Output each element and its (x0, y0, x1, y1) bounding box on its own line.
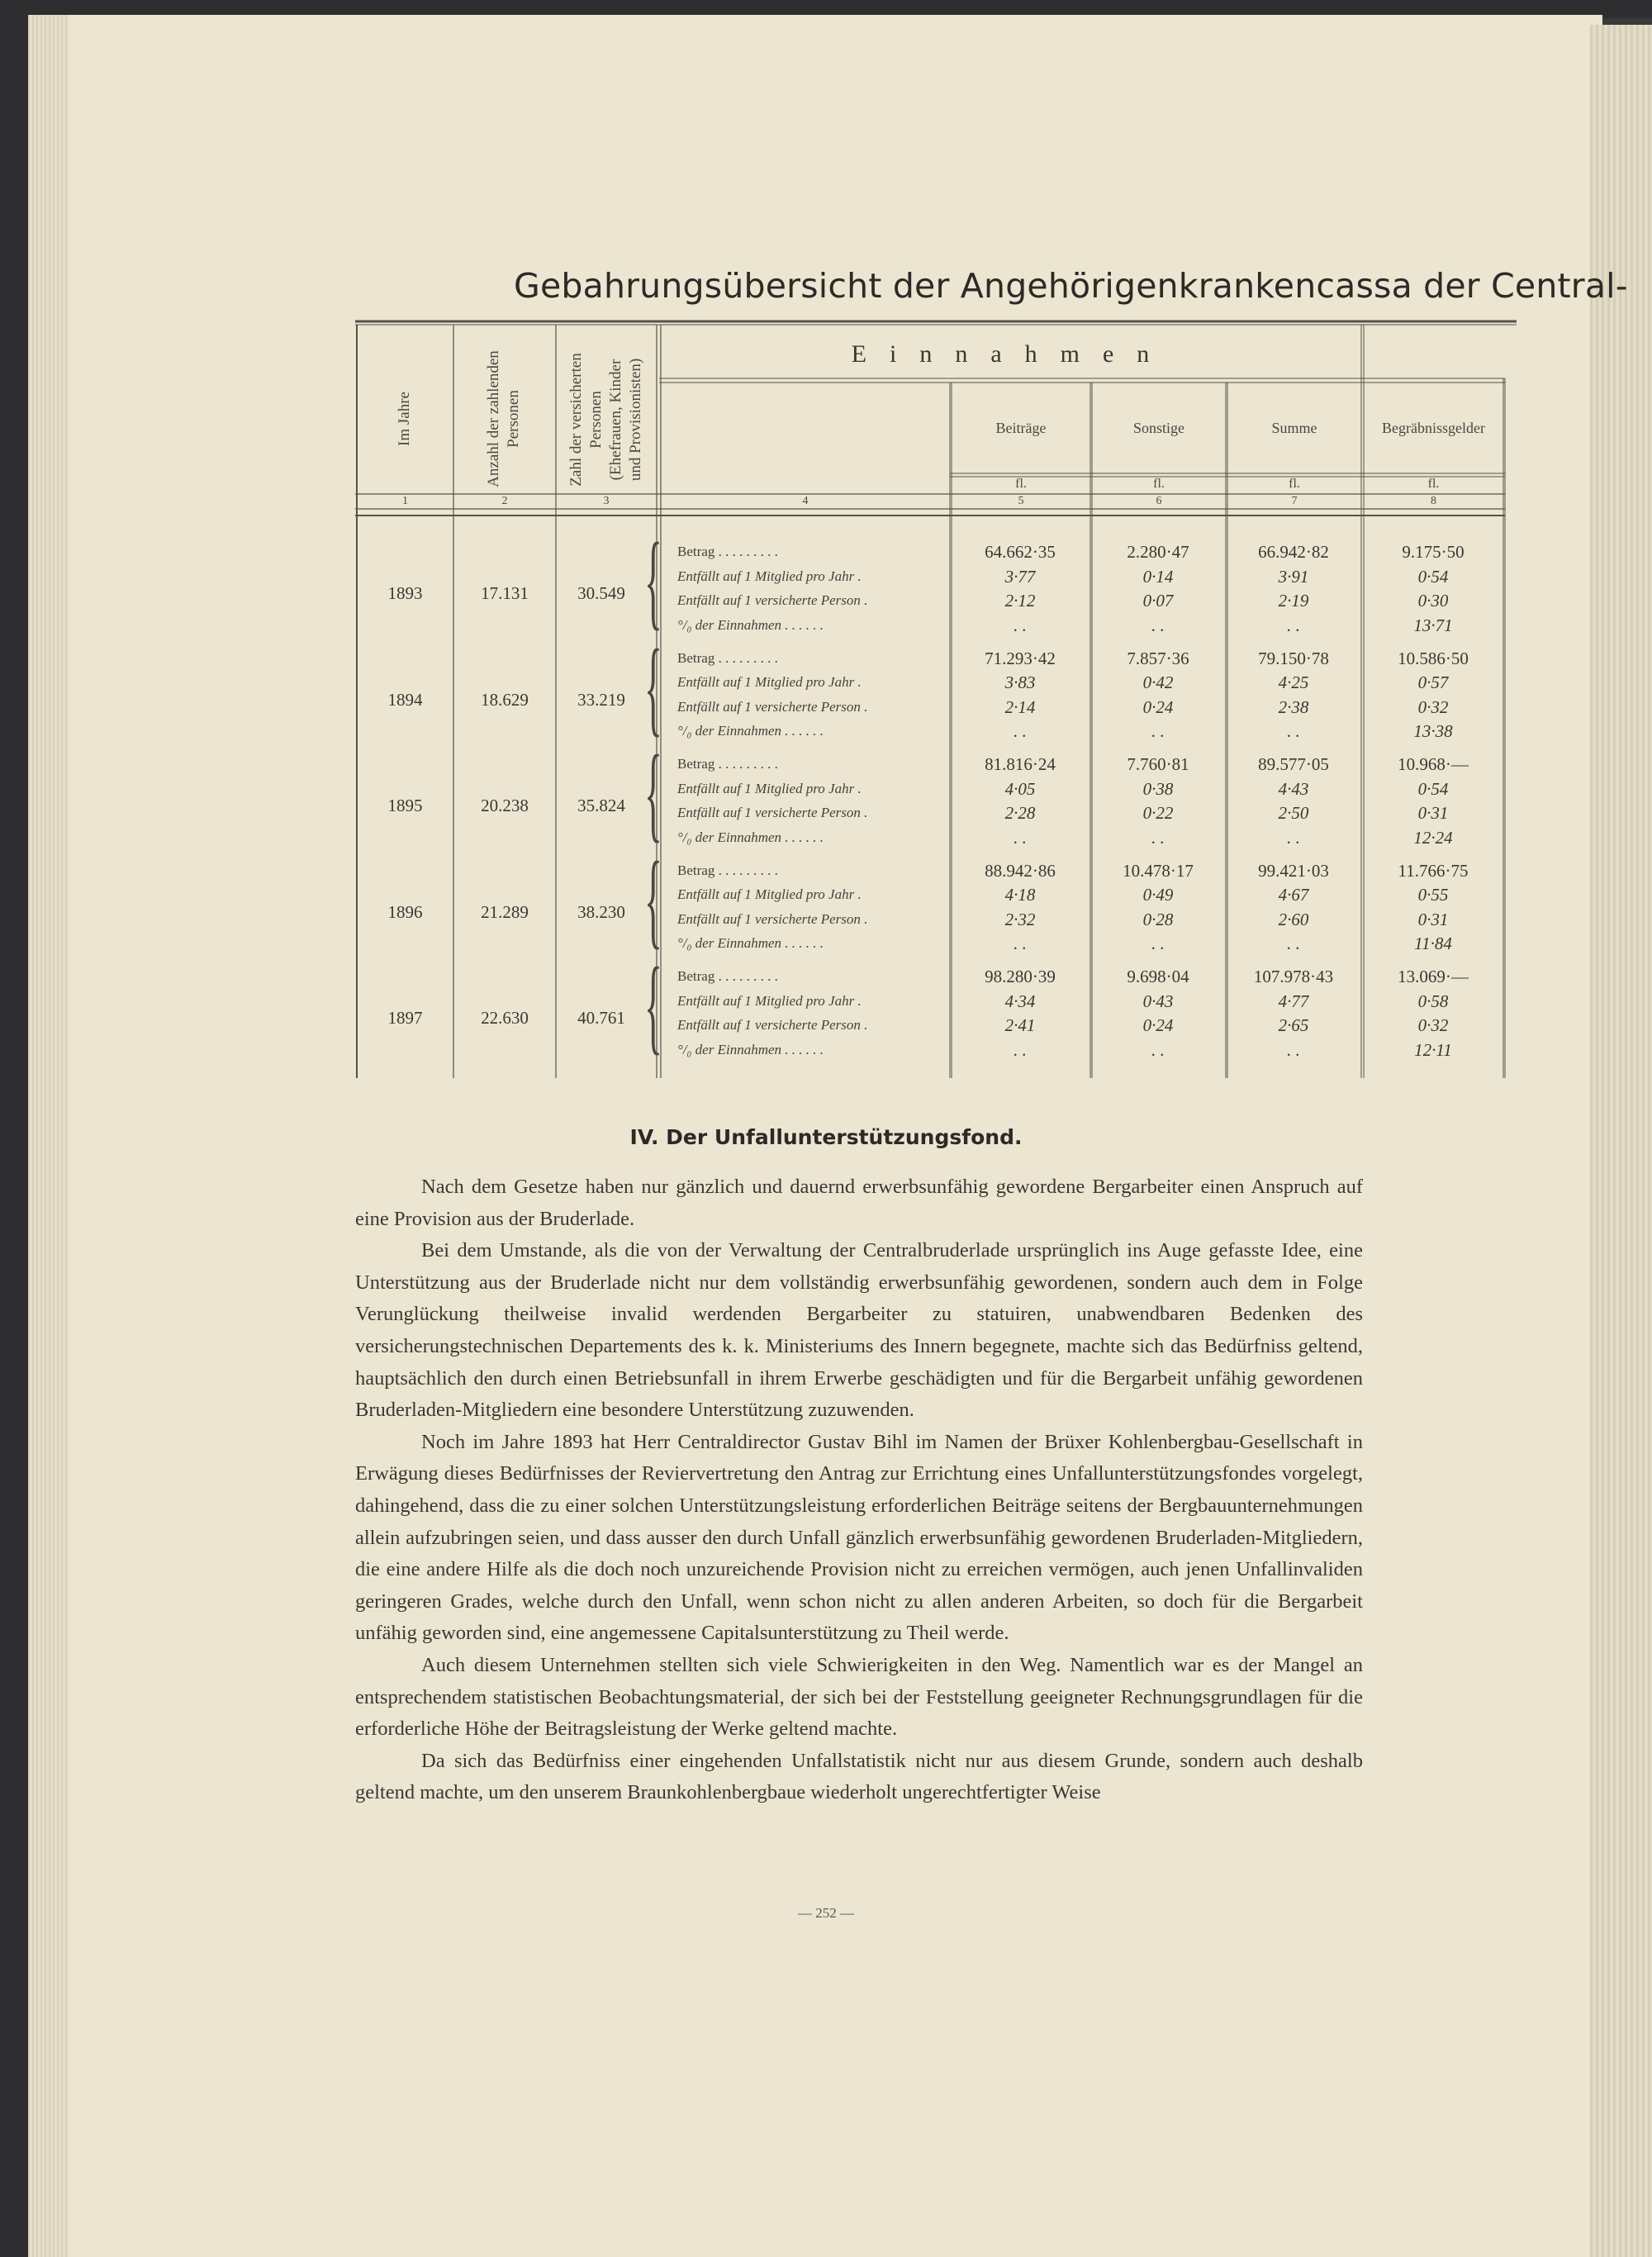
value-summe: 66.942·82 (1258, 542, 1329, 562)
insured-cell: 40.761 (577, 1008, 625, 1028)
col-number-1: 1 (402, 495, 408, 507)
value-begraebnis: 0·31 (1417, 909, 1449, 929)
value-beitraege: . . (1014, 1039, 1027, 1060)
value-beitraege: 71.293·42 (985, 648, 1056, 668)
row-brace: { (644, 521, 662, 640)
row-label-prozent: °/₀ der Einnahmen . . . . . . (677, 616, 824, 633)
value-begraebnis: 0·57 (1417, 672, 1449, 692)
value-beitraege: . . (1014, 721, 1027, 741)
unit-summe: fl. (1289, 477, 1300, 491)
value-begraebnis: 0·58 (1417, 991, 1449, 1011)
value-sonstige: 0·14 (1142, 566, 1174, 587)
value-beitraege: 64.662·35 (985, 542, 1056, 562)
value-begraebnis: 10.586·50 (1398, 648, 1469, 668)
insured-cell: 33.219 (577, 689, 625, 710)
row-label-prozent: °/₀ der Einnahmen . . . . . . (677, 935, 824, 951)
page-number: — 252 — (798, 1905, 854, 1921)
value-beitraege: 2·41 (1004, 1015, 1036, 1035)
value-summe: 4·67 (1278, 885, 1309, 905)
header-year: Im Jahre (396, 392, 413, 446)
value-summe: 2·19 (1278, 591, 1309, 611)
value-summe: 4·77 (1278, 991, 1309, 1011)
row-brace: { (644, 734, 662, 853)
value-summe: 2·65 (1278, 1015, 1309, 1035)
header-insured-line1: Zahl der versicherten (567, 353, 585, 487)
value-begraebnis: 0·31 (1417, 803, 1449, 823)
value-summe: . . (1287, 721, 1300, 741)
value-summe: 3·91 (1278, 566, 1309, 587)
paragraph-5: Da sich das Bedürfniss einer eingehenden Unfallstatistik nicht nur aus diesem Grunde, sondern auch deshalb geltend machte, um den unserem Braunkohlenbergbaue wiederholt ungerechtfertigter Weise (355, 1749, 1363, 1804)
value-beitraege: 4·05 (1004, 778, 1036, 799)
value-beitraege: . . (1014, 934, 1027, 953)
row-label-mitglied: Entfällt auf 1 Mitglied pro Jahr . (677, 674, 862, 690)
insured-cell: 30.549 (577, 583, 625, 603)
value-beitraege: 2·12 (1004, 591, 1036, 611)
row-label-mitglied: Entfällt auf 1 Mitglied pro Jahr . (677, 886, 862, 902)
value-beitraege: 81.816·24 (985, 754, 1056, 774)
value-begraebnis: 13·71 (1413, 615, 1453, 635)
header-beitraege: Beiträge (995, 420, 1047, 436)
header-insured-line2: Personen (587, 391, 605, 449)
value-summe: 99.421·03 (1258, 860, 1329, 881)
value-summe: . . (1287, 1039, 1300, 1060)
value-summe: 2·50 (1278, 803, 1309, 823)
year-cell: 1897 (387, 1008, 423, 1028)
value-beitraege: 3·83 (1004, 672, 1036, 692)
row-brace: { (644, 627, 662, 747)
value-begraebnis: 10.968·— (1398, 754, 1469, 774)
header-einnahmen: Einnahmen (851, 340, 1173, 368)
header-insured-line3: (Ehefrauen, Kinder (607, 359, 624, 481)
row-label-person: Entfällt auf 1 versicherte Person . (677, 592, 868, 608)
value-beitraege: 2·14 (1004, 696, 1036, 717)
header-members (484, 336, 524, 501)
value-summe: 89.577·05 (1258, 754, 1329, 774)
value-beitraege: 4·34 (1004, 991, 1036, 1011)
value-beitraege: 88.942·86 (985, 860, 1056, 881)
header-members-line2: Personen (505, 390, 522, 448)
row-label-prozent: °/₀ der Einnahmen . . . . . . (677, 829, 824, 845)
header-summe: Summe (1271, 420, 1317, 436)
row-brace: { (644, 946, 662, 1065)
value-sonstige: 0·24 (1142, 1015, 1174, 1035)
row-label-person: Entfällt auf 1 versicherte Person . (677, 805, 868, 820)
row-label-prozent: °/₀ der Einnahmen . . . . . . (677, 1041, 824, 1057)
value-summe: . . (1287, 615, 1300, 635)
value-sonstige: 0·38 (1142, 778, 1174, 799)
year-cell: 1896 (387, 901, 423, 922)
value-begraebnis: 0·54 (1417, 778, 1449, 799)
row-brace: { (644, 839, 662, 959)
value-summe: 4·25 (1278, 672, 1309, 692)
value-begraebnis: 9.175·50 (1402, 542, 1464, 562)
value-sonstige: . . (1151, 1039, 1165, 1060)
insured-cell: 38.230 (577, 901, 625, 922)
value-begraebnis: 0·32 (1417, 1015, 1449, 1035)
value-beitraege: . . (1014, 827, 1027, 848)
col-number-4: 4 (802, 495, 809, 507)
value-beitraege: 2·28 (1004, 803, 1036, 823)
paragraph-4: Auch diesem Unternehmen stellten sich viele Schwierigkeiten in den Weg. Namentlich war es der Mangel an entsprechendem statistischen Beobachtungsmaterial, der sich bei der Feststellung geeigneter Rechnungsgrundlagen für die erforderliche Höhe der Beitragsleistung der Werke geltend machte. (355, 1653, 1363, 1741)
value-begraebnis: 13·38 (1413, 721, 1453, 741)
year-cell: 1893 (387, 583, 423, 603)
row-label-betrag: Betrag . . . . . . . . . (677, 649, 778, 666)
value-begraebnis: 0·30 (1417, 591, 1449, 611)
section-heading: IV. Der Unfallunterstützungsfond. (629, 1125, 1023, 1149)
body-text (355, 1171, 1363, 1809)
col-number-7: 7 (1291, 495, 1298, 507)
value-sonstige: 0·22 (1142, 803, 1174, 823)
value-sonstige: 7.760·81 (1127, 754, 1189, 774)
paragraph-1: Nach dem Gesetze haben nur gänzlich und dauernd erwerbsunfähig gewordene Bergarbeiter einen Anspruch auf eine Provision aus der Bruderlade. (355, 1176, 1363, 1230)
members-cell: 22.630 (481, 1008, 529, 1028)
year-cell: 1894 (387, 689, 423, 710)
value-beitraege: 3·77 (1004, 566, 1036, 587)
col-number-2: 2 (501, 495, 508, 507)
value-beitraege: 4·18 (1004, 885, 1036, 905)
value-begraebnis: 0·54 (1417, 566, 1449, 587)
row-label-person: Entfällt auf 1 versicherte Person . (677, 698, 868, 715)
value-summe: 2·38 (1278, 696, 1309, 717)
page-title: Gebahrungsübersicht der Angehörigenkrankencassa der Central- (514, 266, 1628, 306)
value-begraebnis: 0·32 (1417, 696, 1449, 717)
value-begraebnis: 12·24 (1413, 827, 1453, 848)
row-label-mitglied: Entfällt auf 1 Mitglied pro Jahr . (677, 992, 862, 1009)
value-summe: 4·43 (1278, 778, 1309, 799)
value-sonstige: 0·28 (1142, 909, 1174, 929)
header-insured-line4: und Provisionisten) (627, 358, 644, 482)
paragraph-3: Noch im Jahre 1893 hat Herr Centraldirector Gustav Bihl im Namen der Brüxer Kohlenbergbau-Gesellschaft in Erwägung dieses Bedürfnisses der Reviervertretung den Antrag zur Errichtung eines Unfallunterstützungsfondes vorgelegt, dahingehend, dass die zu einer solchen Unterstützungsleistung erforderlichen Beiträge seitens der Bergbauunternehmungen allein aufzubringen seien, und dass ausser den durch Unfall gänzlich erwerbsunfähig gewordenen Bruderladen-Mitgliedern, die eine andere Hilfe als die doch noch unzureichende Provision nicht zu erreichen vermögen, auch jenen Unfallinvaliden geringeren Grades, welche durch den Unfall, wenn schon nicht zu allen anderen Arbeiten, so doch für die Bergarbeit unfähig geworden sind, eine angemessene Capitalsunterstützung zu Theil werde. (355, 1430, 1363, 1645)
value-sonstige: . . (1151, 721, 1165, 741)
unit-sonstige: fl. (1153, 477, 1165, 491)
insured-cell: 35.824 (577, 796, 625, 815)
header-sonstige: Sonstige (1132, 420, 1184, 436)
value-begraebnis: 11·84 (1414, 934, 1452, 953)
value-begraebnis: 0·55 (1417, 885, 1449, 905)
unit-begraebnis: fl. (1427, 477, 1440, 491)
value-sonstige: 9.698·04 (1127, 967, 1189, 986)
value-sonstige: 0·49 (1142, 885, 1174, 905)
value-sonstige: . . (1151, 934, 1165, 953)
value-beitraege: . . (1014, 615, 1027, 635)
value-beitraege: 2·32 (1004, 909, 1036, 929)
value-summe: 2·60 (1278, 909, 1309, 929)
value-sonstige: 0·24 (1142, 696, 1174, 717)
row-label-mitglied: Entfällt auf 1 Mitglied pro Jahr . (677, 568, 862, 584)
value-sonstige: 0·42 (1142, 672, 1174, 692)
members-cell: 21.289 (481, 901, 529, 922)
members-cell: 18.629 (481, 689, 529, 710)
row-label-prozent: °/₀ der Einnahmen . . . . . . (677, 723, 824, 739)
members-cell: 20.238 (481, 796, 529, 815)
row-label-betrag: Betrag . . . . . . . . . (677, 862, 778, 878)
header-members-line1: Anzahl der zahlenden (485, 350, 502, 487)
unit-beitraege: fl. (1015, 477, 1027, 491)
col-number-6: 6 (1156, 495, 1162, 507)
col-number-3: 3 (603, 495, 610, 507)
row-label-person: Entfällt auf 1 versicherte Person . (677, 910, 868, 927)
value-sonstige: . . (1151, 827, 1165, 848)
year-cell: 1895 (387, 796, 423, 815)
value-sonstige: 0·07 (1142, 591, 1174, 611)
members-cell: 17.131 (481, 583, 529, 603)
value-summe: . . (1287, 827, 1300, 848)
value-begraebnis: 12·11 (1414, 1039, 1452, 1060)
value-sonstige: 2.280·47 (1127, 542, 1189, 562)
value-summe: . . (1287, 934, 1300, 953)
row-label-betrag: Betrag . . . . . . . . . (677, 756, 778, 772)
row-label-betrag: Betrag . . . . . . . . . (677, 544, 778, 559)
col-number-5: 5 (1018, 495, 1024, 507)
header-insured (567, 337, 646, 502)
value-sonstige: . . (1151, 615, 1165, 635)
value-begraebnis: 11.766·75 (1398, 860, 1469, 881)
col-number-8: 8 (1431, 495, 1436, 507)
value-sonstige: 10.478·17 (1123, 860, 1194, 881)
header-begraebnis: Begräbnissgelder (1382, 420, 1485, 436)
row-label-mitglied: Entfällt auf 1 Mitglied pro Jahr . (677, 780, 862, 796)
value-summe: 107.978·43 (1253, 967, 1334, 986)
row-label-person: Entfällt auf 1 versicherte Person . (677, 1017, 868, 1033)
paragraph-2: Bei dem Umstande, als die von der Verwaltung der Centralbruderlade ursprünglich ins Auge gefasste Idee, eine Unterstützung aus der Bruderlade nicht nur dem vollständig erwerbsunfähig gewordenen, sondern auch dem in Folge Verunglückung theilweise invalid werdenden Bergarbeiter zu statuiren, unabwendbaren Bedenken des versicherungstechnischen Departements des k. k. Ministeriums des Innern begegnete, machte sich das Bedürfniss geltend, hauptsächlich den durch einen Betriebsunfall in ihrem Erwerbe geschädigten und für die Bergarbeit unfähig gewordenen Bruderladen-Mitgliedern eine besondere Unterstützung zuzuwenden. (355, 1239, 1363, 1422)
value-begraebnis: 13.069·— (1398, 967, 1469, 986)
value-summe: 79.150·78 (1258, 648, 1329, 668)
value-sonstige: 0·43 (1142, 991, 1174, 1011)
row-label-betrag: Betrag . . . . . . . . . (677, 968, 778, 984)
value-beitraege: 98.280·39 (985, 967, 1056, 986)
value-sonstige: 7.857·36 (1127, 648, 1189, 668)
